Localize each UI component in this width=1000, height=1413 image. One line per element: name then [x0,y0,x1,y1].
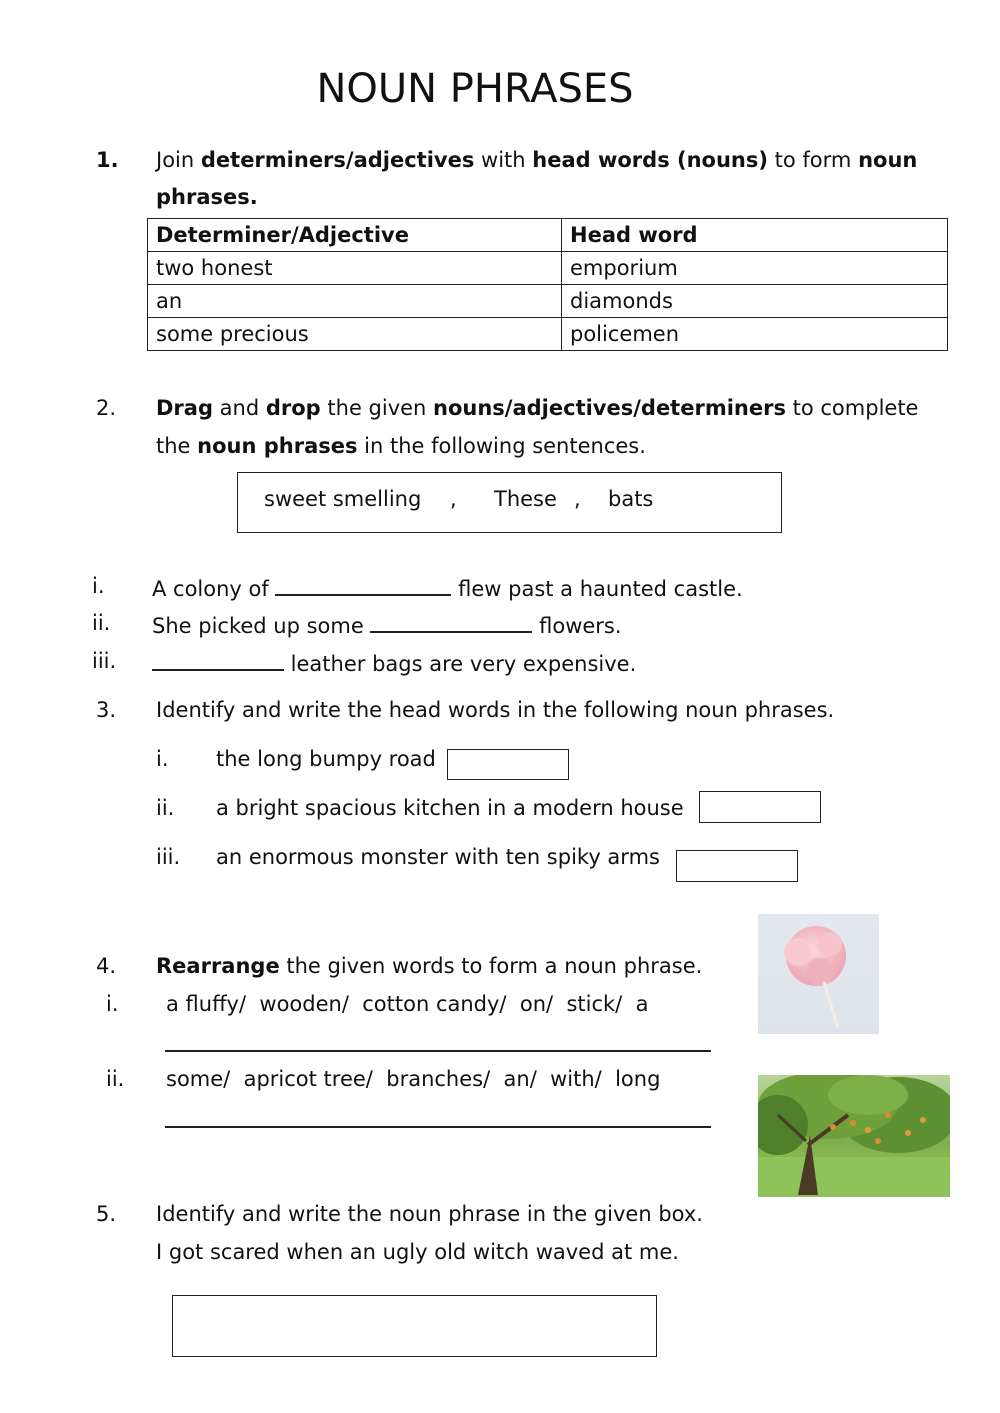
item-number: ii. [106,1067,125,1091]
draggable-word[interactable]: These [494,487,557,511]
drop-zone[interactable] [275,576,451,596]
jumbled-words: some/ apricot tree/ branches/ an/ with/ long [166,1067,661,1091]
q2-instruction-line1: Drag and drop the given nouns/adjectives/determiners to complete [156,396,919,420]
table-row [148,285,948,318]
item-number: iii. [156,845,181,869]
phrase-text: a bright spacious kitchen in a modern house [216,796,684,820]
q5-instruction: Identify and write the noun phrase in the given box. [156,1202,703,1226]
column-header-head-word: Head word [562,219,948,252]
column-header-determiner: Determiner/Adjective [148,219,562,252]
q2-number: 2. [96,396,117,420]
q4-instruction: Rearrange the given words to form a noun phrase. [156,954,703,978]
sentence-iii: leather bags are very expensive. [152,651,636,675]
sentence-i: A colony of flew past a haunted castle. [152,577,743,601]
q1-instruction-line1: Join determiners/adjectives with head words (nouns) to form noun [156,148,918,172]
page-title: NOUN PHRASES [316,66,634,112]
drop-zone[interactable] [370,613,532,633]
phrase-text: an enormous monster with ten spiky arms [216,845,660,869]
table-cell[interactable]: policemen [562,318,948,351]
table-header-row [148,219,948,252]
answer-line[interactable] [165,1050,711,1052]
sentence-number: iii. [92,649,117,673]
apricot-tree-image [758,1075,950,1197]
drop-zone[interactable] [152,651,284,671]
q2-instruction-line2: the noun phrases in the following sentences. [156,434,646,458]
cotton-candy-image [758,914,879,1034]
sentence-number: ii. [92,611,111,635]
item-number: i. [106,992,119,1016]
item-number: i. [156,747,169,771]
q5-number: 5. [96,1202,117,1226]
word-bank-box [237,472,782,533]
q3-number: 3. [96,698,117,722]
table-cell[interactable]: some precious [148,318,562,351]
q1-instruction-line2: phrases. [156,185,258,209]
answer-input[interactable] [676,850,798,882]
q1-number: 1. [96,148,119,172]
sentence-ii: She picked up some flowers. [152,614,622,638]
answer-line[interactable] [165,1126,711,1128]
answer-input[interactable] [699,791,821,823]
table-row [148,252,948,285]
draggable-word[interactable]: bats [608,487,654,511]
table-cell[interactable]: emporium [562,252,948,285]
word-separator: , [574,487,581,511]
item-number: ii. [156,796,175,820]
sentence-number: i. [92,574,105,598]
jumbled-words: a fluffy/ wooden/ cotton candy/ on/ stick/ a [166,992,649,1016]
phrase-text: the long bumpy road [216,747,436,771]
join-table [147,218,948,351]
draggable-word[interactable]: sweet smelling [264,487,422,511]
q5-sentence: I got scared when an ugly old witch waved at me. [156,1240,679,1264]
answer-box[interactable] [172,1295,657,1357]
word-separator: , [450,487,457,511]
table-cell[interactable]: diamonds [562,285,948,318]
q4-number: 4. [96,954,117,978]
table-cell[interactable]: two honest [148,252,562,285]
answer-input[interactable] [447,749,569,780]
table-cell[interactable]: an [148,285,562,318]
table-row [148,318,948,351]
q3-instruction: Identify and write the head words in the following noun phrases. [156,698,835,722]
